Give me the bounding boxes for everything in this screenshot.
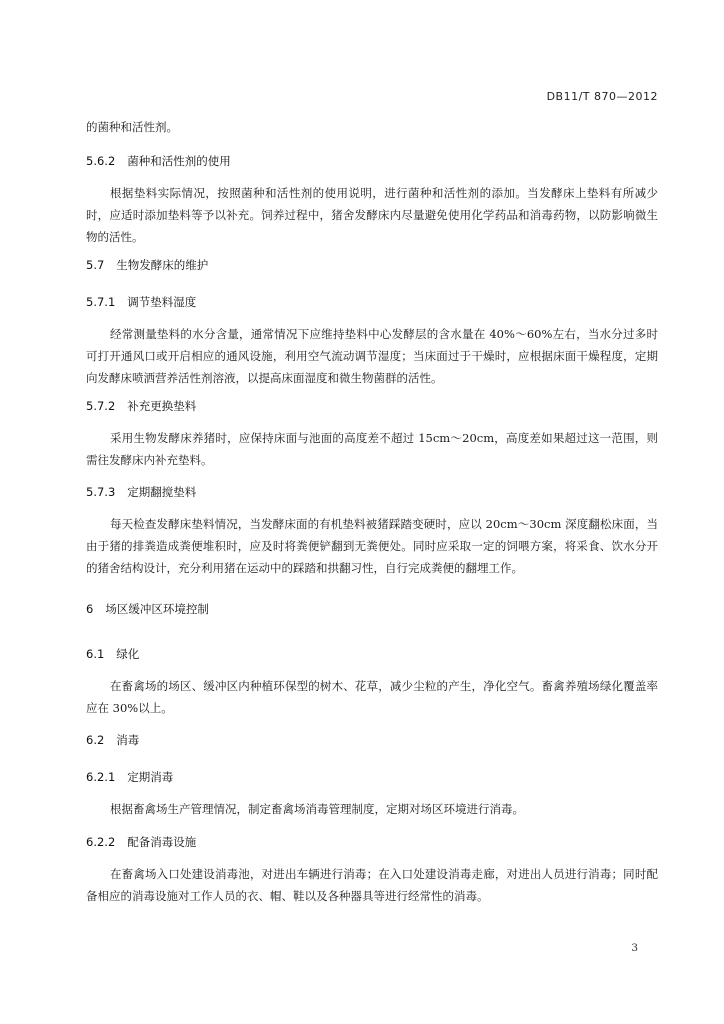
section-6-1-body: 在畜禽场的场区、缓冲区内种植环保型的树木、花草，减少尘粒的产生，净化空气。畜禽养殖场绿化覆盖率应在 30%以上。 bbox=[86, 679, 658, 715]
section-5-7-3-body: 每天检查发酵床垫料情况，当发酵床面的有机垫料被猪踩踏变硬时，应以 20cm～30cm 深度翻松床面，当由于猪的排粪造成粪便堆积时，应及时将粪便铲翻到无粪便处。同时应采取一定的饲喂方案，将采食、饮水分开的猪舍结构设计，充分利用猪在运动中的踩踏和拱翻习性，自行完成粪便的翻埋工作。 bbox=[86, 517, 658, 575]
section-6-1-heading bbox=[86, 646, 658, 662]
section-6-2-heading bbox=[86, 732, 658, 748]
section-6-2-1-heading bbox=[86, 769, 658, 785]
section-5-7-heading bbox=[86, 257, 658, 273]
section-title: 菌种和活性剂的使用 bbox=[127, 154, 231, 168]
section-number: 6.1 bbox=[86, 647, 105, 661]
section-5-7-2-body: 采用生物发酵床养猪时，应保持床面与池面的高度差不超过 15cm～20cm，高度差如果超过这一范围，则需往发酵床内补充垫料。 bbox=[86, 431, 658, 467]
page-number: 3 bbox=[631, 942, 638, 954]
document-code: DB11/T 870—2012 bbox=[546, 90, 658, 103]
section-5-6-2-body: 根据垫料实际情况，按照菌种和活性剂的使用说明，进行菌种和活性剂的添加。当发酵床上垫料有所减少时，应适时添加垫料等予以补充。饲养过程中，猪舍发酵床内尽量避免使用化学药品和消毒药物，以防影响微生物的活性。 bbox=[86, 186, 658, 244]
section-title: 配备消毒设施 bbox=[127, 835, 197, 849]
section-title: 定期消毒 bbox=[127, 770, 174, 784]
section-title: 补充更换垫料 bbox=[127, 399, 197, 413]
section-5-7-2-heading bbox=[86, 398, 658, 414]
section-5-7-1-body: 经常测量垫料的水分含量，通常情况下应维持垫料中心发酵层的含水量在 40%～60%左右，当水分过多时可打开通风口或开启相应的通风设施，利用空气流动调节湿度；当床面过于干燥时，应根据床面干燥程度，定期向发酵床喷洒营养活性剂溶液，以提高床面湿度和微生物菌群的活性。 bbox=[86, 327, 658, 385]
section-title: 定期翻搅垫料 bbox=[127, 485, 197, 499]
section-number: 6.2.1 bbox=[86, 770, 116, 784]
section-5-7-3-heading bbox=[86, 484, 658, 500]
section-6-2-2-heading bbox=[86, 834, 658, 850]
section-number: 5.7 bbox=[86, 258, 105, 272]
section-title: 场区缓冲区环境控制 bbox=[105, 602, 209, 616]
section-number: 5.6.2 bbox=[86, 154, 116, 168]
section-number: 6 bbox=[86, 602, 94, 616]
section-number: 6.2 bbox=[86, 733, 105, 747]
section-number: 5.7.1 bbox=[86, 295, 116, 309]
section-number: 6.2.2 bbox=[86, 835, 116, 849]
section-title: 调节垫料湿度 bbox=[127, 295, 197, 309]
section-6-2-2-body: 在畜禽场入口处建设消毒池，对进出车辆进行消毒；在入口处建设消毒走廊，对进出人员进行消毒；同时配备相应的消毒设施对工作人员的衣、帽、鞋以及各种器具等进行经常性的消毒。 bbox=[86, 867, 658, 903]
section-5-7-1-heading bbox=[86, 294, 658, 310]
section-title: 消毒 bbox=[116, 733, 140, 747]
section-5-6-2-heading bbox=[86, 153, 658, 169]
section-title: 生物发酵床的维护 bbox=[116, 258, 209, 272]
section-6-heading bbox=[86, 601, 658, 617]
section-title: 绿化 bbox=[116, 647, 140, 661]
section-number: 5.7.3 bbox=[86, 485, 116, 499]
section-number: 5.7.2 bbox=[86, 399, 116, 413]
continuation-text: 的菌种和活性剂。 bbox=[86, 120, 178, 134]
section-6-2-1-body: 根据畜禽场生产管理情况，制定畜禽场消毒管理制度，定期对场区环境进行消毒。 bbox=[110, 802, 524, 816]
